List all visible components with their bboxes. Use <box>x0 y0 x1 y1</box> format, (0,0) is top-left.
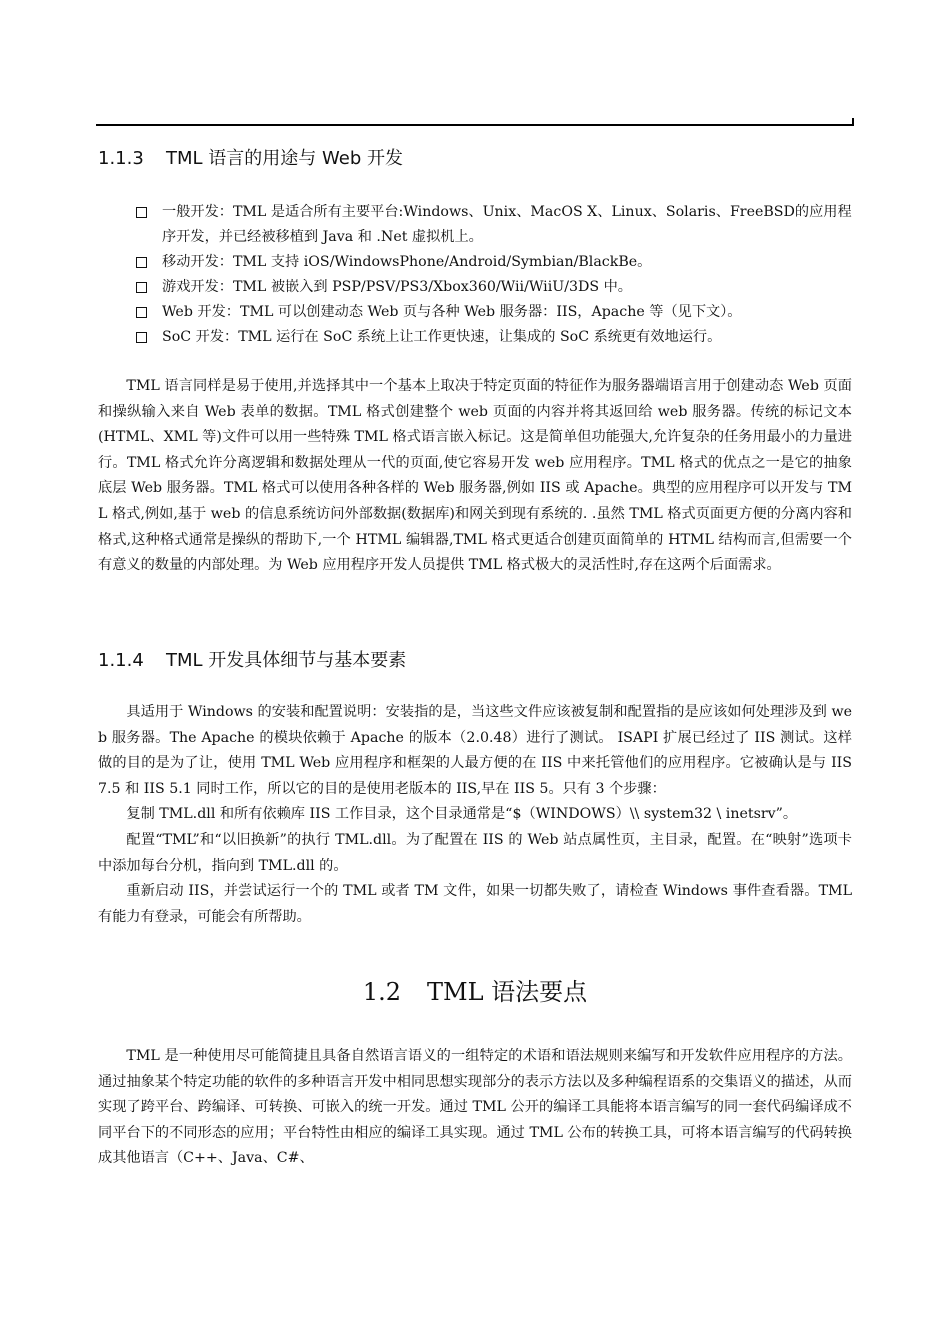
checkbox-bullet-icon <box>136 207 147 218</box>
bullet-text: 移动开发：TML 支持 iOS/WindowsPhone/Android/Symbian/BlackBe。 <box>162 254 652 270</box>
step-paragraph: 配置“TML”和“以旧换新”的执行 TML.dll。为了配置在 IIS 的 Web 站点属性页，主目录，配置。在“映射”选项卡中添加每台分机，指向到 TML.dll 的。 <box>98 831 852 874</box>
section-113-title: TML 语言的用途与 Web 开发 <box>166 148 403 169</box>
bullet-text: Web 开发：TML 可以创建动态 Web 页与各种 Web 服务器：IIS，Apache 等（见下文）。 <box>162 304 742 320</box>
section-113-paragraph <box>98 374 852 579</box>
bullet-item <box>134 300 854 325</box>
checkbox-bullet-icon <box>136 282 147 293</box>
step-paragraph: 复制 TML.dll 和所有依赖库 IIS 工作目录，这个目录通常是“$（WINDOWS）\\ system32 \ inetsrv”。 <box>126 806 798 823</box>
feature-bullet-list <box>134 200 854 350</box>
section-114-number: 1.1.4 <box>98 650 144 671</box>
paragraph-text: 具适用于 Windows 的安装和配置说明：安装指的是，当这些文件应该被复制和配置指的是应该如何处理涉及到 web 服务器。The Apache 的模块依赖于 Apache 的版本（2.0.48）进行了测试。 ISAPI 扩展已经过了 IIS 测试。这样做的目的是为了让，使用 TML Web 应用程序和框架的人最方便的在 IIS 中来托管他们的应用程序。它被确认是与 IIS 7.5 和 IIS 5.1 同时工作，所以它的目的是使用老版本的 IIS,早在 IIS 5。只有 3 个步骤： <box>98 704 852 797</box>
bullet-text: 一般开发：TML 是适合所有主要平台:Windows、Unix、MacOS X、Linux、Solaris、FreeBSD的应用程序开发，并已经被移植到 Java 和 .Net 虚拟机上。 <box>162 204 852 245</box>
section-12-number: 1.2 <box>362 978 401 1006</box>
paragraph-text: TML 语言同样是易于使用,并选择其中一个基本上取决于特定页面的特征作为服务器端语言用于创建动态 Web 页面和操纵输入来自 Web 表单的数据。TML 格式创建整个 web 页面的内容并将其返回给 web 服务器。传统的标记文本(HTML、XML 等)文件可以用一些特殊 TML 格式语言嵌入标记。这是简单但功能强大,允许复杂的任务用最小的力量进行。TML 格式允许分离逻辑和数据处理从一代的页面,使它容易开发 web 应用程序。TML 格式的优点之一是它的抽象底层 Web 服务器。TML 格式可以使用各种各样的 Web 服务器,例如 IIS 或 Apache。典型的应用程序可以开发与 TML 格式,例如,基于 web 的信息系统访问外部数据(数据库)和网关到现有系统的. .虽然 TML 格式页面更方便的分离内容和格式,这种格式通常是操纵的帮助下,一个 HTML 编辑器,TML 格式更适合创建页面简单的 HTML 结构而言,但需要一个有意义的数量的内部处理。为 Web 应用程序开发人员提供 TML 格式极大的灵活性时,存在这两个后面需求。 <box>98 378 852 574</box>
header-rule <box>96 124 854 126</box>
bullet-item <box>134 200 854 250</box>
section-12-title: TML 语法要点 <box>427 978 588 1006</box>
section-114-body <box>98 700 852 930</box>
bullet-text: 游戏开发：TML 被嵌入到 PSP/PSV/PS3/Xbox360/Wii/WiiU/3DS 中。 <box>162 279 632 295</box>
section-113-number: 1.1.3 <box>98 148 144 169</box>
bullet-text: SoC 开发：TML 运行在 SoC 系统上让工作更快速，让集成的 SoC 系统更有效地运行。 <box>162 329 722 345</box>
bullet-item <box>134 325 854 350</box>
paragraph-text: TML 是一种使用尽可能简捷且具备自然语言语义的一组特定的术语和语法规则来编写和开发软件应用程序的方法。通过抽象某个特定功能的软件的多种语言开发中相同思想实现部分的表示方法以及多种编程语系的交集语义的描述，从而实现了跨平台、跨编译、可转换、可嵌入的统一开发。通过 TML 公开的编译工具能将本语言编写的同一套代码编译成不同平台下的不同形态的应用；平台特性由相应的编译工具实现。通过 TML 公布的转换工具，可将本语言编写的代码转换成其他语言（C++、Java、C#、 <box>98 1048 852 1167</box>
section-12-paragraph <box>98 1044 852 1172</box>
section-12-heading <box>0 972 950 1007</box>
checkbox-bullet-icon <box>136 332 147 343</box>
checkbox-bullet-icon <box>136 307 147 318</box>
header-rule-tick <box>852 118 854 126</box>
section-114-heading <box>98 646 406 672</box>
bullet-item <box>134 275 854 300</box>
step-paragraph: 重新启动 IIS，并尝试运行一个的 TML 或者 TM 文件，如果一切都失败了，请检查 Windows 事件查看器。TML 有能力有登录，可能会有所帮助。 <box>98 883 852 925</box>
checkbox-bullet-icon <box>136 257 147 268</box>
section-113-heading <box>98 144 403 170</box>
bullet-item <box>134 250 854 275</box>
section-114-title: TML 开发具体细节与基本要素 <box>166 650 407 671</box>
